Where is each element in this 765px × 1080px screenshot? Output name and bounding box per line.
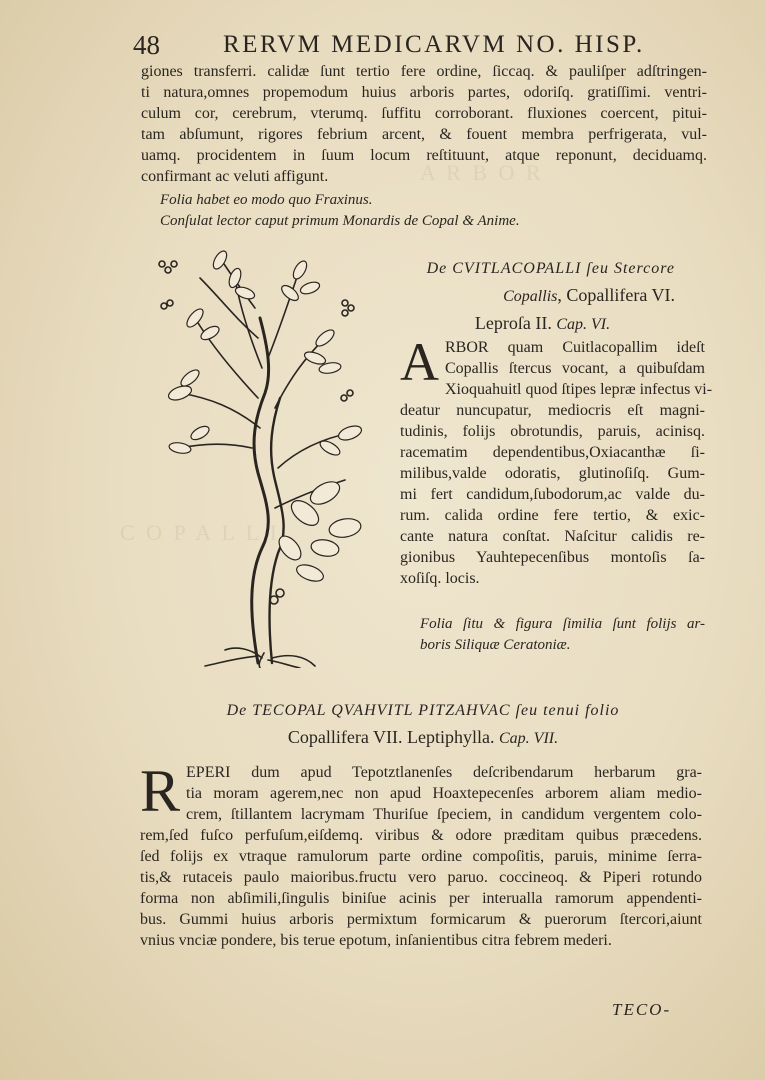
text-line: vnius vnciæ pondere, bis terue epotum, inſanientibus citra febrem mederi. bbox=[140, 932, 612, 949]
heading-line: De TECOPAL QVAHVITL PITZAHVAC ſeu tenui folio bbox=[226, 702, 620, 719]
text-line: rem,ſed fuſco perfuſum,eiſdemq. viribus & odore præditam quibus præcedens. bbox=[140, 827, 702, 844]
page-number: 48 bbox=[133, 30, 160, 60]
text-line: culum cor, cerebrum, vterumq. ſuffitu corroborant. fluxiones coercent, pitui- bbox=[141, 105, 707, 122]
running-title: RERVM MEDICARVM NO. HISP. bbox=[223, 31, 645, 58]
page-header bbox=[133, 30, 713, 64]
drop-cap: R bbox=[140, 758, 181, 824]
chapter-body bbox=[140, 758, 702, 951]
heading-line bbox=[410, 310, 675, 338]
heading-roman: Leproſa II. bbox=[474, 313, 552, 333]
text-line: Copallis ſtercus vocant, a quibuſdam bbox=[445, 360, 705, 377]
chapter-heading bbox=[410, 256, 675, 338]
note-line: Folia ſitu & figura ſimilia ſunt folijs ar- bbox=[420, 616, 705, 632]
heading-line bbox=[410, 282, 675, 310]
tree-woodcut-illustration bbox=[140, 248, 370, 668]
heading-roman: , Copallifera VI. bbox=[557, 285, 675, 305]
marginal-note bbox=[420, 614, 705, 656]
text-line: bus. Gummi huius arboris permixtum formicarum & puerorum ſtercori,aiunt bbox=[140, 911, 702, 928]
text-line: xoſiſq. locis. bbox=[400, 570, 480, 587]
chapter-body bbox=[400, 332, 713, 589]
text-line: crem, ſtillantem lacrymam Thuriſue ſpeciem, in candidum vergentem colo- bbox=[186, 806, 702, 823]
text-line: giones transferri. calidæ ſunt tertio fere ordine, ſiccaq. & pauliſper adſtringen- bbox=[141, 63, 707, 80]
chapter-heading bbox=[133, 698, 713, 752]
text-line: forma non abſimili,ſingulis biniſue acinis per interualla ramorum appendenti- bbox=[140, 890, 702, 907]
text-line: tam abſumunt, rigores febrium arcent, & fouent membra perfrigerata, vul- bbox=[141, 126, 707, 143]
text-line: racematim dependentibus,Oxiacanthæ ſi- bbox=[400, 444, 705, 461]
text-line: ſed folijs ex vtraque ramulorum parte ordine compoſitis, paruis, minime ſerra- bbox=[140, 848, 702, 865]
heading-italic: Copallis bbox=[503, 288, 558, 305]
text-line: cante natura conſtat. Naſcitur calidis re- bbox=[400, 528, 705, 545]
show-through-text: A R B O R bbox=[420, 160, 544, 185]
heading-line: De CVITLACOPALLI ſeu Stercore bbox=[426, 260, 675, 277]
chapter-label: Cap. VI. bbox=[556, 316, 611, 333]
text-line: tia moram agerem,nec non apud Hoaxtepecenſes arborem aliam medio- bbox=[186, 785, 702, 802]
text-line: uamq. procidentem in ſuum locum reſtituunt, atque reponunt, deciduamq. bbox=[141, 147, 707, 164]
text-line: rum. calida ordine fere tertio, & exic- bbox=[400, 507, 705, 524]
heading-line bbox=[133, 724, 713, 752]
notes bbox=[160, 190, 700, 232]
catchword: TECO- bbox=[612, 1000, 672, 1019]
chapter-label: Cap. VII. bbox=[499, 730, 559, 747]
text-line: tis,& rutaceis paulo maioribus.fructu vero paruo. coccineoq. & Piperi rotundo bbox=[140, 869, 702, 886]
text-line: mi fert candidum,ſubodorum,ac valde du- bbox=[400, 486, 705, 503]
continued-paragraph bbox=[141, 61, 707, 187]
text-line: RBOR quam Cuitlacopallim ideſt bbox=[445, 339, 705, 356]
text-line: confirmant ac veluti affigunt. bbox=[141, 168, 329, 185]
text-line: tudinis, folijs obrotundis, paruis, acinisq. bbox=[400, 423, 705, 440]
text-line: gionibus Yauhtepecenſibus montoſis ſa- bbox=[400, 549, 705, 566]
text-line: milibus,valde odoratis, glutinoſiſq. Gum- bbox=[400, 465, 705, 482]
heading-roman: Copallifera VII. Leptiphylla. bbox=[287, 727, 495, 747]
note-line: boris Siliquæ Ceratoniæ. bbox=[420, 637, 571, 653]
drop-cap: A bbox=[400, 332, 439, 392]
note-line: Conſulat lector caput primum Monardis de Copal & Anime. bbox=[160, 213, 520, 229]
text-line: deatur nuncupatur, mediocris eſt magni- bbox=[400, 402, 705, 419]
text-line: Xioquahuitl quod ſtipes lepræ infectus vi- bbox=[445, 381, 713, 398]
text-line: ti natura,omnes propemodum huius arboris partes, odoriſq. gratiſſimi. ventri- bbox=[141, 84, 707, 101]
show-through-text: C O P A L L I bbox=[120, 520, 281, 545]
text-line: EPERI dum apud Tepotztlanenſes deſcribendarum herbarum gra- bbox=[186, 764, 702, 781]
note-line: Folia habet eo modo quo Fraxinus. bbox=[160, 192, 373, 208]
